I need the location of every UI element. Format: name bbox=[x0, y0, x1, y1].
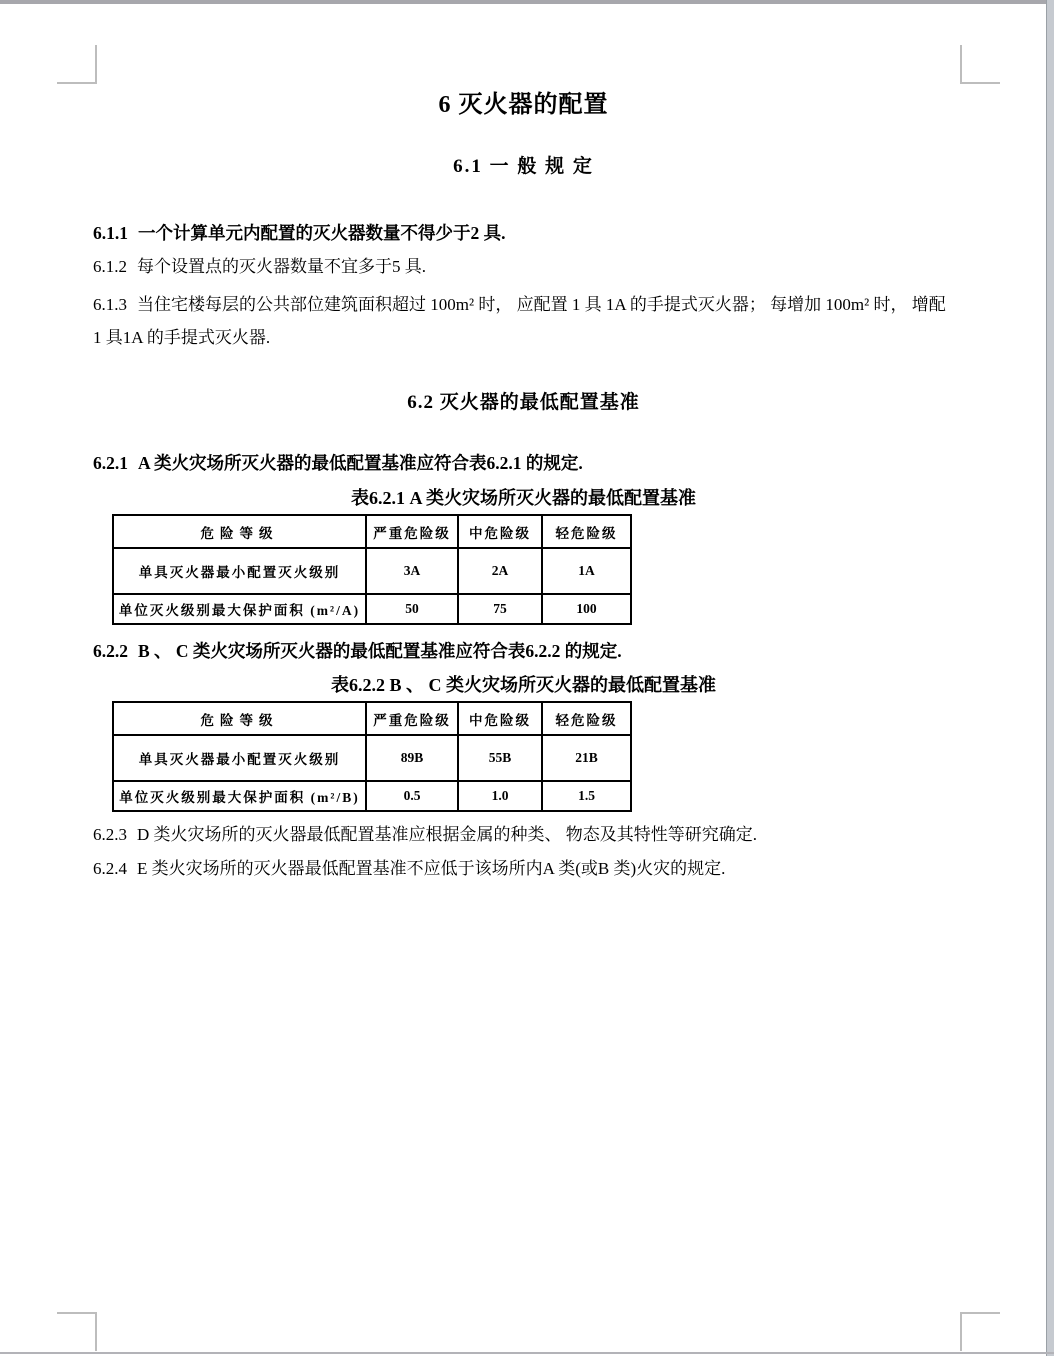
cell-value: 55B bbox=[458, 735, 542, 781]
clause-text: 一个计算单元内配置的灭火器数量不得少于2 具. bbox=[138, 223, 506, 243]
clause-number: 6.1.2 bbox=[93, 257, 127, 276]
table-row bbox=[113, 548, 631, 594]
header-medium: 中危险级 bbox=[458, 515, 542, 548]
vertical-scrollbar[interactable] bbox=[1046, 0, 1054, 1356]
page-bottom-edge bbox=[0, 1352, 1054, 1354]
paragraph-6-1-3 bbox=[93, 288, 951, 354]
row-label-min-rating: 单具灭火器最小配置灭火级别 bbox=[113, 548, 366, 594]
crop-mark-top-right bbox=[960, 45, 1000, 84]
cell-value: 21B bbox=[542, 735, 631, 781]
cell-value: 1.0 bbox=[458, 781, 542, 811]
header-medium: 中危险级 bbox=[458, 702, 542, 735]
table-6-2-1-caption: 表6.2.1 A 类火灾场所灭火器的最低配置基准 bbox=[350, 488, 696, 508]
clause-text: B 、 C 类火灾场所灭火器的最低配置基准应符合表6.2.2 的规定. bbox=[138, 641, 622, 661]
table-header-row bbox=[113, 515, 631, 548]
section-6-1-heading: 6.1 一 般 规 定 bbox=[453, 156, 594, 177]
clause-text: A 类火灾场所灭火器的最低配置基准应符合表6.2.1 的规定. bbox=[138, 453, 583, 473]
chapter-title: 6 灭火器的配置 bbox=[438, 92, 609, 118]
table-row bbox=[113, 781, 631, 811]
table-6-2-2-caption: 表6.2.2 B 、 C 类火灾场所灭火器的最低配置基准 bbox=[330, 675, 716, 695]
clause-text: 当住宅楼每层的公共部位建筑面积超过 100m² 时， 应配置 1 具 1A 的手提式灭火器； 每增加 100m² 时， 增配1 具1A 的手提式灭火器. bbox=[93, 295, 946, 347]
paragraph-6-2-2 bbox=[93, 639, 951, 663]
table-header-row bbox=[113, 702, 631, 735]
cell-value: 1.5 bbox=[542, 781, 631, 811]
table-6-2-2 bbox=[112, 701, 632, 812]
clause-number: 6.2.2 bbox=[93, 641, 128, 661]
header-hazard-level: 危险等级 bbox=[113, 515, 366, 548]
header-severe: 严重危险级 bbox=[366, 515, 458, 548]
header-light: 轻危险级 bbox=[542, 702, 631, 735]
paragraph-6-1-2 bbox=[93, 255, 951, 279]
cell-value: 2A bbox=[458, 548, 542, 594]
clause-number: 6.1.1 bbox=[93, 223, 128, 243]
cell-value: 0.5 bbox=[366, 781, 458, 811]
row-label-min-rating: 单具灭火器最小配置灭火级别 bbox=[113, 735, 366, 781]
table-row bbox=[113, 735, 631, 781]
cell-value: 89B bbox=[366, 735, 458, 781]
clause-number: 6.2.1 bbox=[93, 453, 128, 473]
crop-mark-bottom-right bbox=[960, 1312, 1000, 1351]
cell-value: 50 bbox=[366, 594, 458, 624]
paragraph-6-2-3 bbox=[93, 823, 951, 847]
crop-mark-top-left bbox=[57, 45, 97, 84]
window-top-edge bbox=[0, 0, 1054, 4]
clause-text: E 类火灾场所的灭火器最低配置基准不应低于该场所内A 类(或B 类)火灾的规定. bbox=[137, 859, 726, 878]
table-6-2-1 bbox=[112, 514, 632, 625]
clause-text: D 类火灾场所的灭火器最低配置基准应根据金属的种类、 物态及其特性等研究确定. bbox=[137, 825, 758, 844]
header-severe: 严重危险级 bbox=[366, 702, 458, 735]
clause-text: 每个设置点的灭火器数量不宜多于5 具. bbox=[137, 257, 426, 276]
row-label-max-area: 单位灭火级别最大保护面积 (m²/B) bbox=[113, 781, 366, 811]
cell-value: 75 bbox=[458, 594, 542, 624]
cell-value: 1A bbox=[542, 548, 631, 594]
cell-value: 100 bbox=[542, 594, 631, 624]
clause-number: 6.1.3 bbox=[93, 295, 127, 314]
cell-value: 3A bbox=[366, 548, 458, 594]
paragraph-6-2-4 bbox=[93, 857, 951, 881]
row-label-max-area: 单位灭火级别最大保护面积 (m²/A) bbox=[113, 594, 366, 624]
paragraph-6-2-1 bbox=[93, 451, 951, 475]
header-hazard-level: 危险等级 bbox=[113, 702, 366, 735]
crop-mark-bottom-left bbox=[57, 1312, 97, 1351]
paragraph-6-1-1 bbox=[93, 221, 951, 245]
table-row bbox=[113, 594, 631, 624]
header-light: 轻危险级 bbox=[542, 515, 631, 548]
clause-number: 6.2.4 bbox=[93, 859, 127, 878]
clause-number: 6.2.3 bbox=[93, 825, 127, 844]
section-6-2-heading: 6.2 灭火器的最低配置基准 bbox=[407, 392, 640, 413]
